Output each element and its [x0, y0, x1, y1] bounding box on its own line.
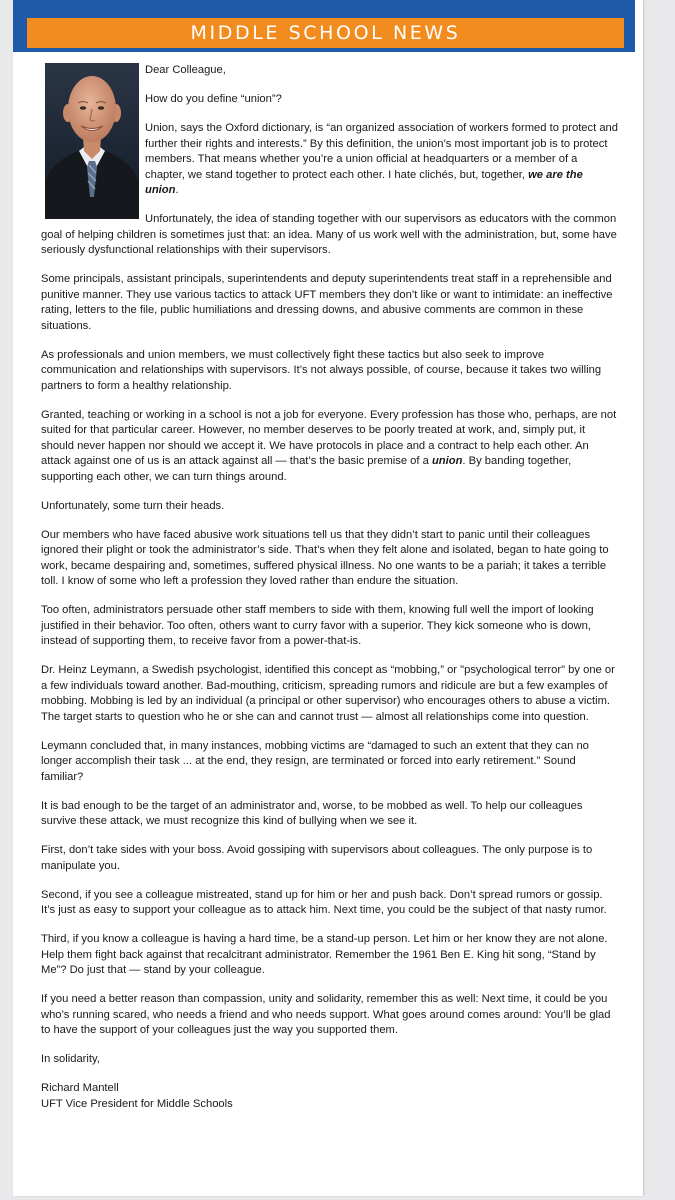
masthead-title: MIDDLE SCHOOL NEWS — [190, 22, 461, 44]
letter-greeting: Dear Colleague, — [145, 64, 226, 76]
masthead-banner — [27, 18, 624, 48]
letter-paragraph-14: Second, if you see a colleague mistreated, stand up for him or her and push back. Don’t spread rumors or gossip. It’s just as easy to support your colleague as to attack him. Next time, you could be the subject of that nasty rumor. — [41, 888, 607, 916]
letter-paragraph-4: Some principals, assistant principals, superintendents and deputy superintendents treat staff in a reprehensible and punitive manner. They use various tactics to attack UFT members they don’t like or want to intimidate: an ineffective rating, letters to the file, public humiliations and dressing downs, and abusive comments are common in these situations. — [41, 273, 613, 332]
paragraph-2-end: . — [175, 184, 179, 196]
letter-paragraph-15: Third, if you know a colleague is having a hard time, be a stand-up person. Let him or her know they are not alone. Help them fight back against that recalcitrant administrator. Remember the 1961 Ben E. King hit song, “Stand by Me”? Do just that — stand by your colleague. — [41, 933, 608, 976]
letter-paragraph-1: How do you define “union”? — [145, 93, 282, 105]
letter-paragraph-16: If you need a better reason than compassion, unity and solidarity, remember this as well: Next time, it could be you who’s running scared, who needs a friend and who needs support. What goes around comes around: You’ll be glad to have the support of your colleagues just the way you supported them. — [41, 993, 611, 1036]
letter-paragraph-13: First, don’t take sides with your boss. Avoid gossiping with supervisors about colleagues. The only purpose is to manipulate you. — [41, 844, 593, 872]
letter-paragraph-8: Our members who have faced abusive work situations tell us that they didn’t start to panic until their colleagues ignored their plight or took the administrator’s side. That’s when they felt alone and isolated, began to hate going to work, became despairing and, sometimes, suffered physical illness. No one wants to be a pariah; it takes a terrible toll. I know of some who left a profession they loved rather than endure the situation. — [41, 528, 609, 587]
emphasis-union: union — [431, 455, 463, 467]
paragraph-6-text: Granted, teaching or working in a school is not a job for everyone. Every profession has those who, perhaps, are not suited for that particular career. However, no member deserves to be poorly treated at work, and, simply put, it should never happen nor should we accept it. We have protocols in place and a contract to help each other. An attack against one of us is an attack against all — that’s the basic premise of a — [41, 408, 617, 467]
letter-paragraph-7: Unfortunately, some turn their heads. — [41, 499, 225, 512]
paragraph-6-end: . By banding together, supporting each other, we can turn things around. — [41, 455, 572, 483]
signer-name: Richard Mantell — [41, 1082, 119, 1094]
letter-paragraph-10: Dr. Heinz Leymann, a Swedish psychologist, identified this concept as “mobbing,” or "psychological terror" by one or a few individuals toward another. Bad-mouthing, criticism, spreading rumors and ridicule are but a few examples of mobbing. Mobbing is led by an individual (a principal or other supervisor) who encourages others to abuse a victim. The target starts to question who he or she can and cannot trust — almost all relationships come into question. — [41, 664, 615, 723]
letter-paragraph-9: Too often, administrators persuade other staff members to side with them, knowing full well the import of looking justified in their behavior. Too often, others want to curry favor with a superior. They kick someone who is down, instead of supporting them, to receive favor from a power-that-is. — [41, 604, 594, 647]
portrait-wrap-spacer — [41, 63, 145, 223]
letter-paragraph-6 — [41, 408, 619, 486]
letter-body — [41, 63, 619, 1126]
letter-paragraph-12: It is bad enough to be the target of an administrator and, worse, to be mobbed as well. To help our colleagues survive these attack, we must recognize this kind of bullying when we see it. — [41, 799, 583, 827]
letter-paragraph-3: Unfortunately, the idea of standing together with our supervisors as educators with the common goal of helping children is sometimes just that: an idea. Many of us work well with the administration, but, some have seriously dysfunctional relationships with their supervisors. — [41, 213, 617, 256]
letter-paragraph-11: Leymann concluded that, in many instances, mobbing victims are “damaged to such an extent that they can no longer accomplish their task ... at the end, they resign, are terminated or forced into early retirement.” Sound familiar? — [41, 739, 589, 783]
signer-title: UFT Vice President for Middle Schools — [41, 1097, 233, 1110]
signature-block — [41, 1081, 619, 1112]
emphasis-we-are-the-union: we are the union — [145, 168, 583, 196]
paragraph-2-text: Union, says the Oxford dictionary, is “an organized association of workers formed to protect and further their rights and interests.” By this definition, the union’s most important job is to protect members. That means whether you’re a union official at headquarters or a member of a chapter, we stand together to protect each other. I hate clichés, but, together, — [145, 122, 619, 181]
letter-paragraph-5: As professionals and union members, we must collectively fight these tactics but also seek to improve communication and relationships with supervisors. It’s not always possible, of course, because it takes two willing partners to form a healthy relationship. — [41, 348, 602, 392]
letter-closing: In solidarity, — [41, 1053, 100, 1065]
